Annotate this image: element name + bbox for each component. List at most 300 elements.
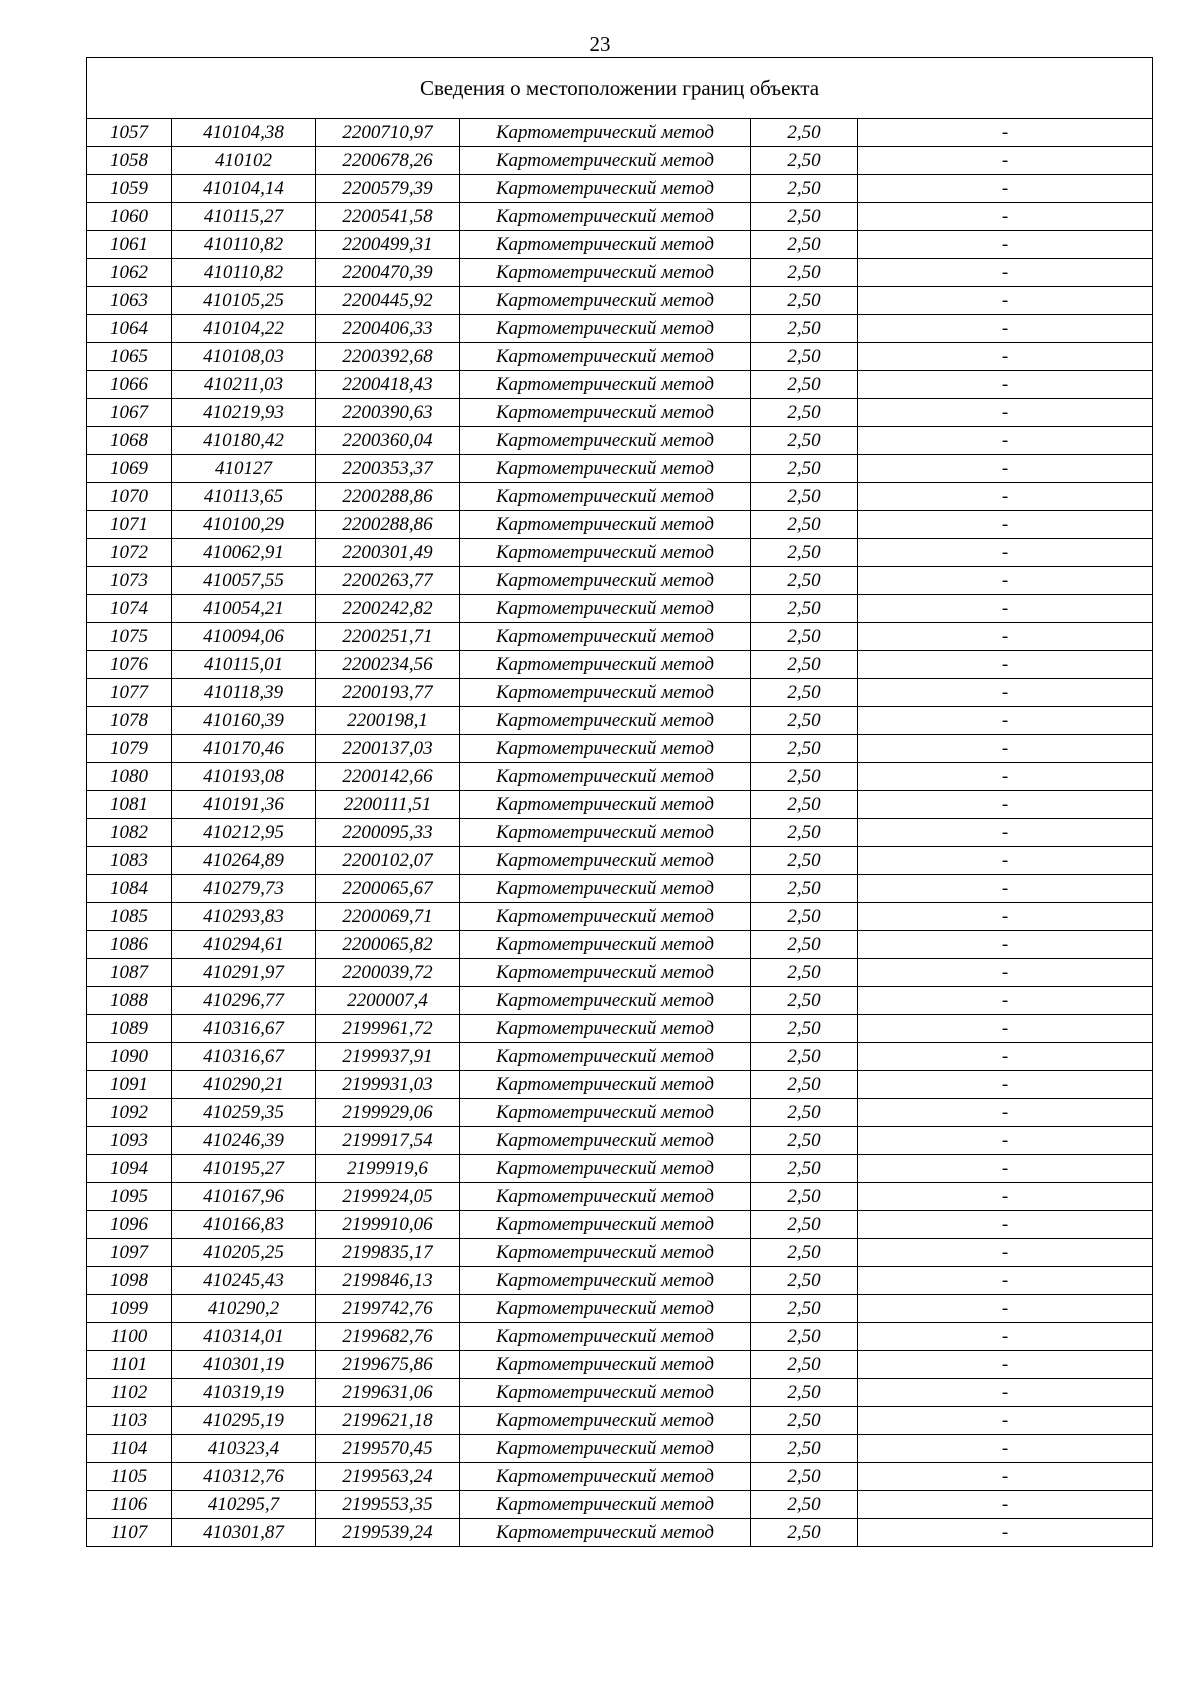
x-coordinate-cell: 410295,7 bbox=[172, 1491, 316, 1519]
method-cell: Картометрический метод bbox=[460, 987, 751, 1015]
method-cell: Картометрический метод bbox=[460, 791, 751, 819]
y-coordinate-cell: 2200242,82 bbox=[316, 595, 460, 623]
y-coordinate-cell: 2200198,1 bbox=[316, 707, 460, 735]
accuracy-cell: 2,50 bbox=[751, 1211, 858, 1239]
method-cell: Картометрический метод bbox=[460, 1351, 751, 1379]
y-coordinate-cell: 2199539,24 bbox=[316, 1519, 460, 1547]
accuracy-cell: 2,50 bbox=[751, 315, 858, 343]
method-cell: Картометрический метод bbox=[460, 483, 751, 511]
x-coordinate-cell: 410191,36 bbox=[172, 791, 316, 819]
y-coordinate-cell: 2200392,68 bbox=[316, 343, 460, 371]
table-row bbox=[87, 1491, 1153, 1519]
y-coordinate-cell: 2200234,56 bbox=[316, 651, 460, 679]
method-cell: Картометрический метод bbox=[460, 1071, 751, 1099]
x-coordinate-cell: 410057,55 bbox=[172, 567, 316, 595]
accuracy-cell: 2,50 bbox=[751, 511, 858, 539]
y-coordinate-cell: 2199910,06 bbox=[316, 1211, 460, 1239]
method-cell: Картометрический метод bbox=[460, 1295, 751, 1323]
x-coordinate-cell: 410246,39 bbox=[172, 1127, 316, 1155]
point-number-cell: 1066 bbox=[87, 371, 172, 399]
x-coordinate-cell: 410110,82 bbox=[172, 231, 316, 259]
description-cell: - bbox=[858, 371, 1153, 399]
table-row bbox=[87, 539, 1153, 567]
accuracy-cell: 2,50 bbox=[751, 987, 858, 1015]
method-cell: Картометрический метод bbox=[460, 147, 751, 175]
accuracy-cell: 2,50 bbox=[751, 343, 858, 371]
method-cell: Картометрический метод bbox=[460, 427, 751, 455]
method-cell: Картометрический метод bbox=[460, 1435, 751, 1463]
method-cell: Картометрический метод bbox=[460, 1379, 751, 1407]
x-coordinate-cell: 410205,25 bbox=[172, 1239, 316, 1267]
accuracy-cell: 2,50 bbox=[751, 203, 858, 231]
method-cell: Картометрический метод bbox=[460, 875, 751, 903]
description-cell: - bbox=[858, 511, 1153, 539]
method-cell: Картометрический метод bbox=[460, 1491, 751, 1519]
description-cell: - bbox=[858, 1379, 1153, 1407]
point-number-cell: 1082 bbox=[87, 819, 172, 847]
method-cell: Картометрический метод bbox=[460, 1323, 751, 1351]
x-coordinate-cell: 410264,89 bbox=[172, 847, 316, 875]
method-cell: Картометрический метод bbox=[460, 567, 751, 595]
description-cell: - bbox=[858, 399, 1153, 427]
point-number-cell: 1090 bbox=[87, 1043, 172, 1071]
description-cell: - bbox=[858, 1435, 1153, 1463]
y-coordinate-cell: 2199931,03 bbox=[316, 1071, 460, 1099]
table-caption-row bbox=[87, 58, 1153, 119]
method-cell: Картометрический метод bbox=[460, 595, 751, 623]
description-cell: - bbox=[858, 539, 1153, 567]
y-coordinate-cell: 2200353,37 bbox=[316, 455, 460, 483]
accuracy-cell: 2,50 bbox=[751, 679, 858, 707]
table-row bbox=[87, 1099, 1153, 1127]
point-number-cell: 1103 bbox=[87, 1407, 172, 1435]
y-coordinate-cell: 2200360,04 bbox=[316, 427, 460, 455]
method-cell: Картометрический метод bbox=[460, 511, 751, 539]
y-coordinate-cell: 2200301,49 bbox=[316, 539, 460, 567]
table-row bbox=[87, 1267, 1153, 1295]
x-coordinate-cell: 410104,22 bbox=[172, 315, 316, 343]
table-row bbox=[87, 343, 1153, 371]
x-coordinate-cell: 410115,01 bbox=[172, 651, 316, 679]
table-row bbox=[87, 595, 1153, 623]
page-number: 23 bbox=[589, 32, 611, 56]
description-cell: - bbox=[858, 1463, 1153, 1491]
table-row bbox=[87, 1463, 1153, 1491]
y-coordinate-cell: 2199846,13 bbox=[316, 1267, 460, 1295]
method-cell: Картометрический метод bbox=[460, 763, 751, 791]
description-cell: - bbox=[858, 1267, 1153, 1295]
description-cell: - bbox=[858, 147, 1153, 175]
boundary-coordinates-table bbox=[86, 57, 1153, 1547]
table-row bbox=[87, 679, 1153, 707]
table-caption: Сведения о местоположении границ объекта bbox=[87, 58, 1153, 119]
accuracy-cell: 2,50 bbox=[751, 1015, 858, 1043]
point-number-cell: 1078 bbox=[87, 707, 172, 735]
method-cell: Картометрический метод bbox=[460, 175, 751, 203]
table-row bbox=[87, 875, 1153, 903]
description-cell: - bbox=[858, 679, 1153, 707]
accuracy-cell: 2,50 bbox=[751, 231, 858, 259]
y-coordinate-cell: 2199937,91 bbox=[316, 1043, 460, 1071]
table-row bbox=[87, 1155, 1153, 1183]
description-cell: - bbox=[858, 203, 1153, 231]
y-coordinate-cell: 2199682,76 bbox=[316, 1323, 460, 1351]
table-row bbox=[87, 231, 1153, 259]
point-number-cell: 1077 bbox=[87, 679, 172, 707]
table-row bbox=[87, 147, 1153, 175]
x-coordinate-cell: 410291,97 bbox=[172, 959, 316, 987]
accuracy-cell: 2,50 bbox=[751, 1071, 858, 1099]
table-row bbox=[87, 763, 1153, 791]
x-coordinate-cell: 410160,39 bbox=[172, 707, 316, 735]
table-row bbox=[87, 1519, 1153, 1547]
x-coordinate-cell: 410295,19 bbox=[172, 1407, 316, 1435]
point-number-cell: 1079 bbox=[87, 735, 172, 763]
table-row bbox=[87, 371, 1153, 399]
accuracy-cell: 2,50 bbox=[751, 1379, 858, 1407]
accuracy-cell: 2,50 bbox=[751, 259, 858, 287]
y-coordinate-cell: 2199742,76 bbox=[316, 1295, 460, 1323]
description-cell: - bbox=[858, 427, 1153, 455]
method-cell: Картометрический метод bbox=[460, 651, 751, 679]
point-number-cell: 1057 bbox=[87, 119, 172, 147]
table-row bbox=[87, 1211, 1153, 1239]
table-row bbox=[87, 791, 1153, 819]
table-row bbox=[87, 847, 1153, 875]
accuracy-cell: 2,50 bbox=[751, 1463, 858, 1491]
accuracy-cell: 2,50 bbox=[751, 763, 858, 791]
method-cell: Картометрический метод bbox=[460, 119, 751, 147]
description-cell: - bbox=[858, 847, 1153, 875]
method-cell: Картометрический метод bbox=[460, 1043, 751, 1071]
method-cell: Картометрический метод bbox=[460, 1239, 751, 1267]
accuracy-cell: 2,50 bbox=[751, 1295, 858, 1323]
accuracy-cell: 2,50 bbox=[751, 791, 858, 819]
point-number-cell: 1059 bbox=[87, 175, 172, 203]
y-coordinate-cell: 2200678,26 bbox=[316, 147, 460, 175]
description-cell: - bbox=[858, 1127, 1153, 1155]
accuracy-cell: 2,50 bbox=[751, 175, 858, 203]
point-number-cell: 1089 bbox=[87, 1015, 172, 1043]
accuracy-cell: 2,50 bbox=[751, 847, 858, 875]
method-cell: Картометрический метод bbox=[460, 1099, 751, 1127]
x-coordinate-cell: 410166,83 bbox=[172, 1211, 316, 1239]
point-number-cell: 1093 bbox=[87, 1127, 172, 1155]
y-coordinate-cell: 2199929,06 bbox=[316, 1099, 460, 1127]
accuracy-cell: 2,50 bbox=[751, 1491, 858, 1519]
description-cell: - bbox=[858, 651, 1153, 679]
table-row bbox=[87, 623, 1153, 651]
table-row bbox=[87, 1239, 1153, 1267]
point-number-cell: 1085 bbox=[87, 903, 172, 931]
y-coordinate-cell: 2200142,66 bbox=[316, 763, 460, 791]
table-row bbox=[87, 399, 1153, 427]
point-number-cell: 1102 bbox=[87, 1379, 172, 1407]
description-cell: - bbox=[858, 119, 1153, 147]
point-number-cell: 1071 bbox=[87, 511, 172, 539]
description-cell: - bbox=[858, 623, 1153, 651]
table-row bbox=[87, 427, 1153, 455]
accuracy-cell: 2,50 bbox=[751, 539, 858, 567]
method-cell: Картометрический метод bbox=[460, 847, 751, 875]
method-cell: Картометрический метод bbox=[460, 1519, 751, 1547]
point-number-cell: 1105 bbox=[87, 1463, 172, 1491]
x-coordinate-cell: 410108,03 bbox=[172, 343, 316, 371]
table-row bbox=[87, 511, 1153, 539]
method-cell: Картометрический метод bbox=[460, 735, 751, 763]
x-coordinate-cell: 410211,03 bbox=[172, 371, 316, 399]
description-cell: - bbox=[858, 1043, 1153, 1071]
y-coordinate-cell: 2199924,05 bbox=[316, 1183, 460, 1211]
point-number-cell: 1086 bbox=[87, 931, 172, 959]
y-coordinate-cell: 2200418,43 bbox=[316, 371, 460, 399]
method-cell: Картометрический метод bbox=[460, 1155, 751, 1183]
table-row bbox=[87, 455, 1153, 483]
y-coordinate-cell: 2200039,72 bbox=[316, 959, 460, 987]
method-cell: Картометрический метод bbox=[460, 1127, 751, 1155]
method-cell: Картометрический метод bbox=[460, 539, 751, 567]
x-coordinate-cell: 410105,25 bbox=[172, 287, 316, 315]
x-coordinate-cell: 410110,82 bbox=[172, 259, 316, 287]
description-cell: - bbox=[858, 1015, 1153, 1043]
point-number-cell: 1064 bbox=[87, 315, 172, 343]
point-number-cell: 1074 bbox=[87, 595, 172, 623]
accuracy-cell: 2,50 bbox=[751, 623, 858, 651]
x-coordinate-cell: 410115,27 bbox=[172, 203, 316, 231]
point-number-cell: 1087 bbox=[87, 959, 172, 987]
y-coordinate-cell: 2200193,77 bbox=[316, 679, 460, 707]
table-row bbox=[87, 1379, 1153, 1407]
y-coordinate-cell: 2199631,06 bbox=[316, 1379, 460, 1407]
method-cell: Картометрический метод bbox=[460, 259, 751, 287]
method-cell: Картометрический метод bbox=[460, 623, 751, 651]
description-cell: - bbox=[858, 567, 1153, 595]
method-cell: Картометрический метод bbox=[460, 371, 751, 399]
point-number-cell: 1091 bbox=[87, 1071, 172, 1099]
point-number-cell: 1097 bbox=[87, 1239, 172, 1267]
point-number-cell: 1070 bbox=[87, 483, 172, 511]
method-cell: Картометрический метод bbox=[460, 819, 751, 847]
table-row bbox=[87, 651, 1153, 679]
method-cell: Картометрический метод bbox=[460, 315, 751, 343]
method-cell: Картометрический метод bbox=[460, 903, 751, 931]
accuracy-cell: 2,50 bbox=[751, 1043, 858, 1071]
point-number-cell: 1080 bbox=[87, 763, 172, 791]
x-coordinate-cell: 410259,35 bbox=[172, 1099, 316, 1127]
table-row bbox=[87, 203, 1153, 231]
method-cell: Картометрический метод bbox=[460, 455, 751, 483]
method-cell: Картометрический метод bbox=[460, 931, 751, 959]
table-body bbox=[87, 119, 1153, 1547]
point-number-cell: 1094 bbox=[87, 1155, 172, 1183]
table-row bbox=[87, 483, 1153, 511]
y-coordinate-cell: 2200470,39 bbox=[316, 259, 460, 287]
x-coordinate-cell: 410279,73 bbox=[172, 875, 316, 903]
y-coordinate-cell: 2200710,97 bbox=[316, 119, 460, 147]
y-coordinate-cell: 2200499,31 bbox=[316, 231, 460, 259]
accuracy-cell: 2,50 bbox=[751, 1155, 858, 1183]
point-number-cell: 1075 bbox=[87, 623, 172, 651]
method-cell: Картометрический метод bbox=[460, 1015, 751, 1043]
y-coordinate-cell: 2200065,82 bbox=[316, 931, 460, 959]
x-coordinate-cell: 410170,46 bbox=[172, 735, 316, 763]
accuracy-cell: 2,50 bbox=[751, 819, 858, 847]
description-cell: - bbox=[858, 455, 1153, 483]
point-number-cell: 1073 bbox=[87, 567, 172, 595]
description-cell: - bbox=[858, 959, 1153, 987]
table-row bbox=[87, 903, 1153, 931]
method-cell: Картометрический метод bbox=[460, 399, 751, 427]
x-coordinate-cell: 410294,61 bbox=[172, 931, 316, 959]
description-cell: - bbox=[858, 1239, 1153, 1267]
description-cell: - bbox=[858, 1351, 1153, 1379]
x-coordinate-cell: 410290,21 bbox=[172, 1071, 316, 1099]
point-number-cell: 1081 bbox=[87, 791, 172, 819]
y-coordinate-cell: 2199570,45 bbox=[316, 1435, 460, 1463]
point-number-cell: 1060 bbox=[87, 203, 172, 231]
point-number-cell: 1062 bbox=[87, 259, 172, 287]
y-coordinate-cell: 2200445,92 bbox=[316, 287, 460, 315]
method-cell: Картометрический метод bbox=[460, 287, 751, 315]
y-coordinate-cell: 2199835,17 bbox=[316, 1239, 460, 1267]
method-cell: Картометрический метод bbox=[460, 959, 751, 987]
x-coordinate-cell: 410195,27 bbox=[172, 1155, 316, 1183]
x-coordinate-cell: 410316,67 bbox=[172, 1015, 316, 1043]
y-coordinate-cell: 2199919,6 bbox=[316, 1155, 460, 1183]
accuracy-cell: 2,50 bbox=[751, 147, 858, 175]
description-cell: - bbox=[858, 791, 1153, 819]
description-cell: - bbox=[858, 1295, 1153, 1323]
x-coordinate-cell: 410219,93 bbox=[172, 399, 316, 427]
table-row bbox=[87, 819, 1153, 847]
accuracy-cell: 2,50 bbox=[751, 287, 858, 315]
table-row bbox=[87, 987, 1153, 1015]
y-coordinate-cell: 2200251,71 bbox=[316, 623, 460, 651]
accuracy-cell: 2,50 bbox=[751, 427, 858, 455]
description-cell: - bbox=[858, 819, 1153, 847]
point-number-cell: 1072 bbox=[87, 539, 172, 567]
x-coordinate-cell: 410293,83 bbox=[172, 903, 316, 931]
y-coordinate-cell: 2200288,86 bbox=[316, 483, 460, 511]
method-cell: Картометрический метод bbox=[460, 1211, 751, 1239]
accuracy-cell: 2,50 bbox=[751, 1519, 858, 1547]
table-row bbox=[87, 1183, 1153, 1211]
point-number-cell: 1107 bbox=[87, 1519, 172, 1547]
method-cell: Картометрический метод bbox=[460, 1183, 751, 1211]
table-row bbox=[87, 1127, 1153, 1155]
description-cell: - bbox=[858, 1099, 1153, 1127]
description-cell: - bbox=[858, 1323, 1153, 1351]
accuracy-cell: 2,50 bbox=[751, 399, 858, 427]
table-row bbox=[87, 1071, 1153, 1099]
description-cell: - bbox=[858, 1491, 1153, 1519]
table-row bbox=[87, 567, 1153, 595]
method-cell: Картометрический метод bbox=[460, 343, 751, 371]
accuracy-cell: 2,50 bbox=[751, 1323, 858, 1351]
point-number-cell: 1088 bbox=[87, 987, 172, 1015]
method-cell: Картометрический метод bbox=[460, 1267, 751, 1295]
accuracy-cell: 2,50 bbox=[751, 959, 858, 987]
point-number-cell: 1067 bbox=[87, 399, 172, 427]
y-coordinate-cell: 2200406,33 bbox=[316, 315, 460, 343]
y-coordinate-cell: 2200007,4 bbox=[316, 987, 460, 1015]
table-row bbox=[87, 735, 1153, 763]
description-cell: - bbox=[858, 987, 1153, 1015]
accuracy-cell: 2,50 bbox=[751, 735, 858, 763]
point-number-cell: 1083 bbox=[87, 847, 172, 875]
description-cell: - bbox=[858, 315, 1153, 343]
table-row bbox=[87, 287, 1153, 315]
accuracy-cell: 2,50 bbox=[751, 931, 858, 959]
accuracy-cell: 2,50 bbox=[751, 707, 858, 735]
method-cell: Картометрический метод bbox=[460, 707, 751, 735]
point-number-cell: 1096 bbox=[87, 1211, 172, 1239]
method-cell: Картометрический метод bbox=[460, 231, 751, 259]
accuracy-cell: 2,50 bbox=[751, 455, 858, 483]
description-cell: - bbox=[858, 1519, 1153, 1547]
accuracy-cell: 2,50 bbox=[751, 651, 858, 679]
table-row bbox=[87, 959, 1153, 987]
x-coordinate-cell: 410312,76 bbox=[172, 1463, 316, 1491]
description-cell: - bbox=[858, 595, 1153, 623]
y-coordinate-cell: 2200111,51 bbox=[316, 791, 460, 819]
point-number-cell: 1068 bbox=[87, 427, 172, 455]
description-cell: - bbox=[858, 735, 1153, 763]
accuracy-cell: 2,50 bbox=[751, 875, 858, 903]
x-coordinate-cell: 410301,87 bbox=[172, 1519, 316, 1547]
y-coordinate-cell: 2200069,71 bbox=[316, 903, 460, 931]
method-cell: Картометрический метод bbox=[460, 1463, 751, 1491]
table-row bbox=[87, 1043, 1153, 1071]
method-cell: Картометрический метод bbox=[460, 679, 751, 707]
point-number-cell: 1098 bbox=[87, 1267, 172, 1295]
table-row bbox=[87, 1323, 1153, 1351]
x-coordinate-cell: 410094,06 bbox=[172, 623, 316, 651]
x-coordinate-cell: 410212,95 bbox=[172, 819, 316, 847]
description-cell: - bbox=[858, 1155, 1153, 1183]
description-cell: - bbox=[858, 259, 1153, 287]
table-row bbox=[87, 259, 1153, 287]
accuracy-cell: 2,50 bbox=[751, 1239, 858, 1267]
accuracy-cell: 2,50 bbox=[751, 1099, 858, 1127]
table-row bbox=[87, 1407, 1153, 1435]
description-cell: - bbox=[858, 343, 1153, 371]
x-coordinate-cell: 410100,29 bbox=[172, 511, 316, 539]
x-coordinate-cell: 410180,42 bbox=[172, 427, 316, 455]
point-number-cell: 1100 bbox=[87, 1323, 172, 1351]
table-row bbox=[87, 315, 1153, 343]
point-number-cell: 1104 bbox=[87, 1435, 172, 1463]
table-row bbox=[87, 1435, 1153, 1463]
description-cell: - bbox=[858, 1211, 1153, 1239]
description-cell: - bbox=[858, 1071, 1153, 1099]
x-coordinate-cell: 410113,65 bbox=[172, 483, 316, 511]
accuracy-cell: 2,50 bbox=[751, 1407, 858, 1435]
description-cell: - bbox=[858, 875, 1153, 903]
table-row bbox=[87, 1351, 1153, 1379]
y-coordinate-cell: 2199675,86 bbox=[316, 1351, 460, 1379]
y-coordinate-cell: 2200065,67 bbox=[316, 875, 460, 903]
method-cell: Картометрический метод bbox=[460, 203, 751, 231]
x-coordinate-cell: 410167,96 bbox=[172, 1183, 316, 1211]
description-cell: - bbox=[858, 1407, 1153, 1435]
y-coordinate-cell: 2199917,54 bbox=[316, 1127, 460, 1155]
x-coordinate-cell: 410193,08 bbox=[172, 763, 316, 791]
point-number-cell: 1101 bbox=[87, 1351, 172, 1379]
accuracy-cell: 2,50 bbox=[751, 1183, 858, 1211]
description-cell: - bbox=[858, 287, 1153, 315]
x-coordinate-cell: 410296,77 bbox=[172, 987, 316, 1015]
